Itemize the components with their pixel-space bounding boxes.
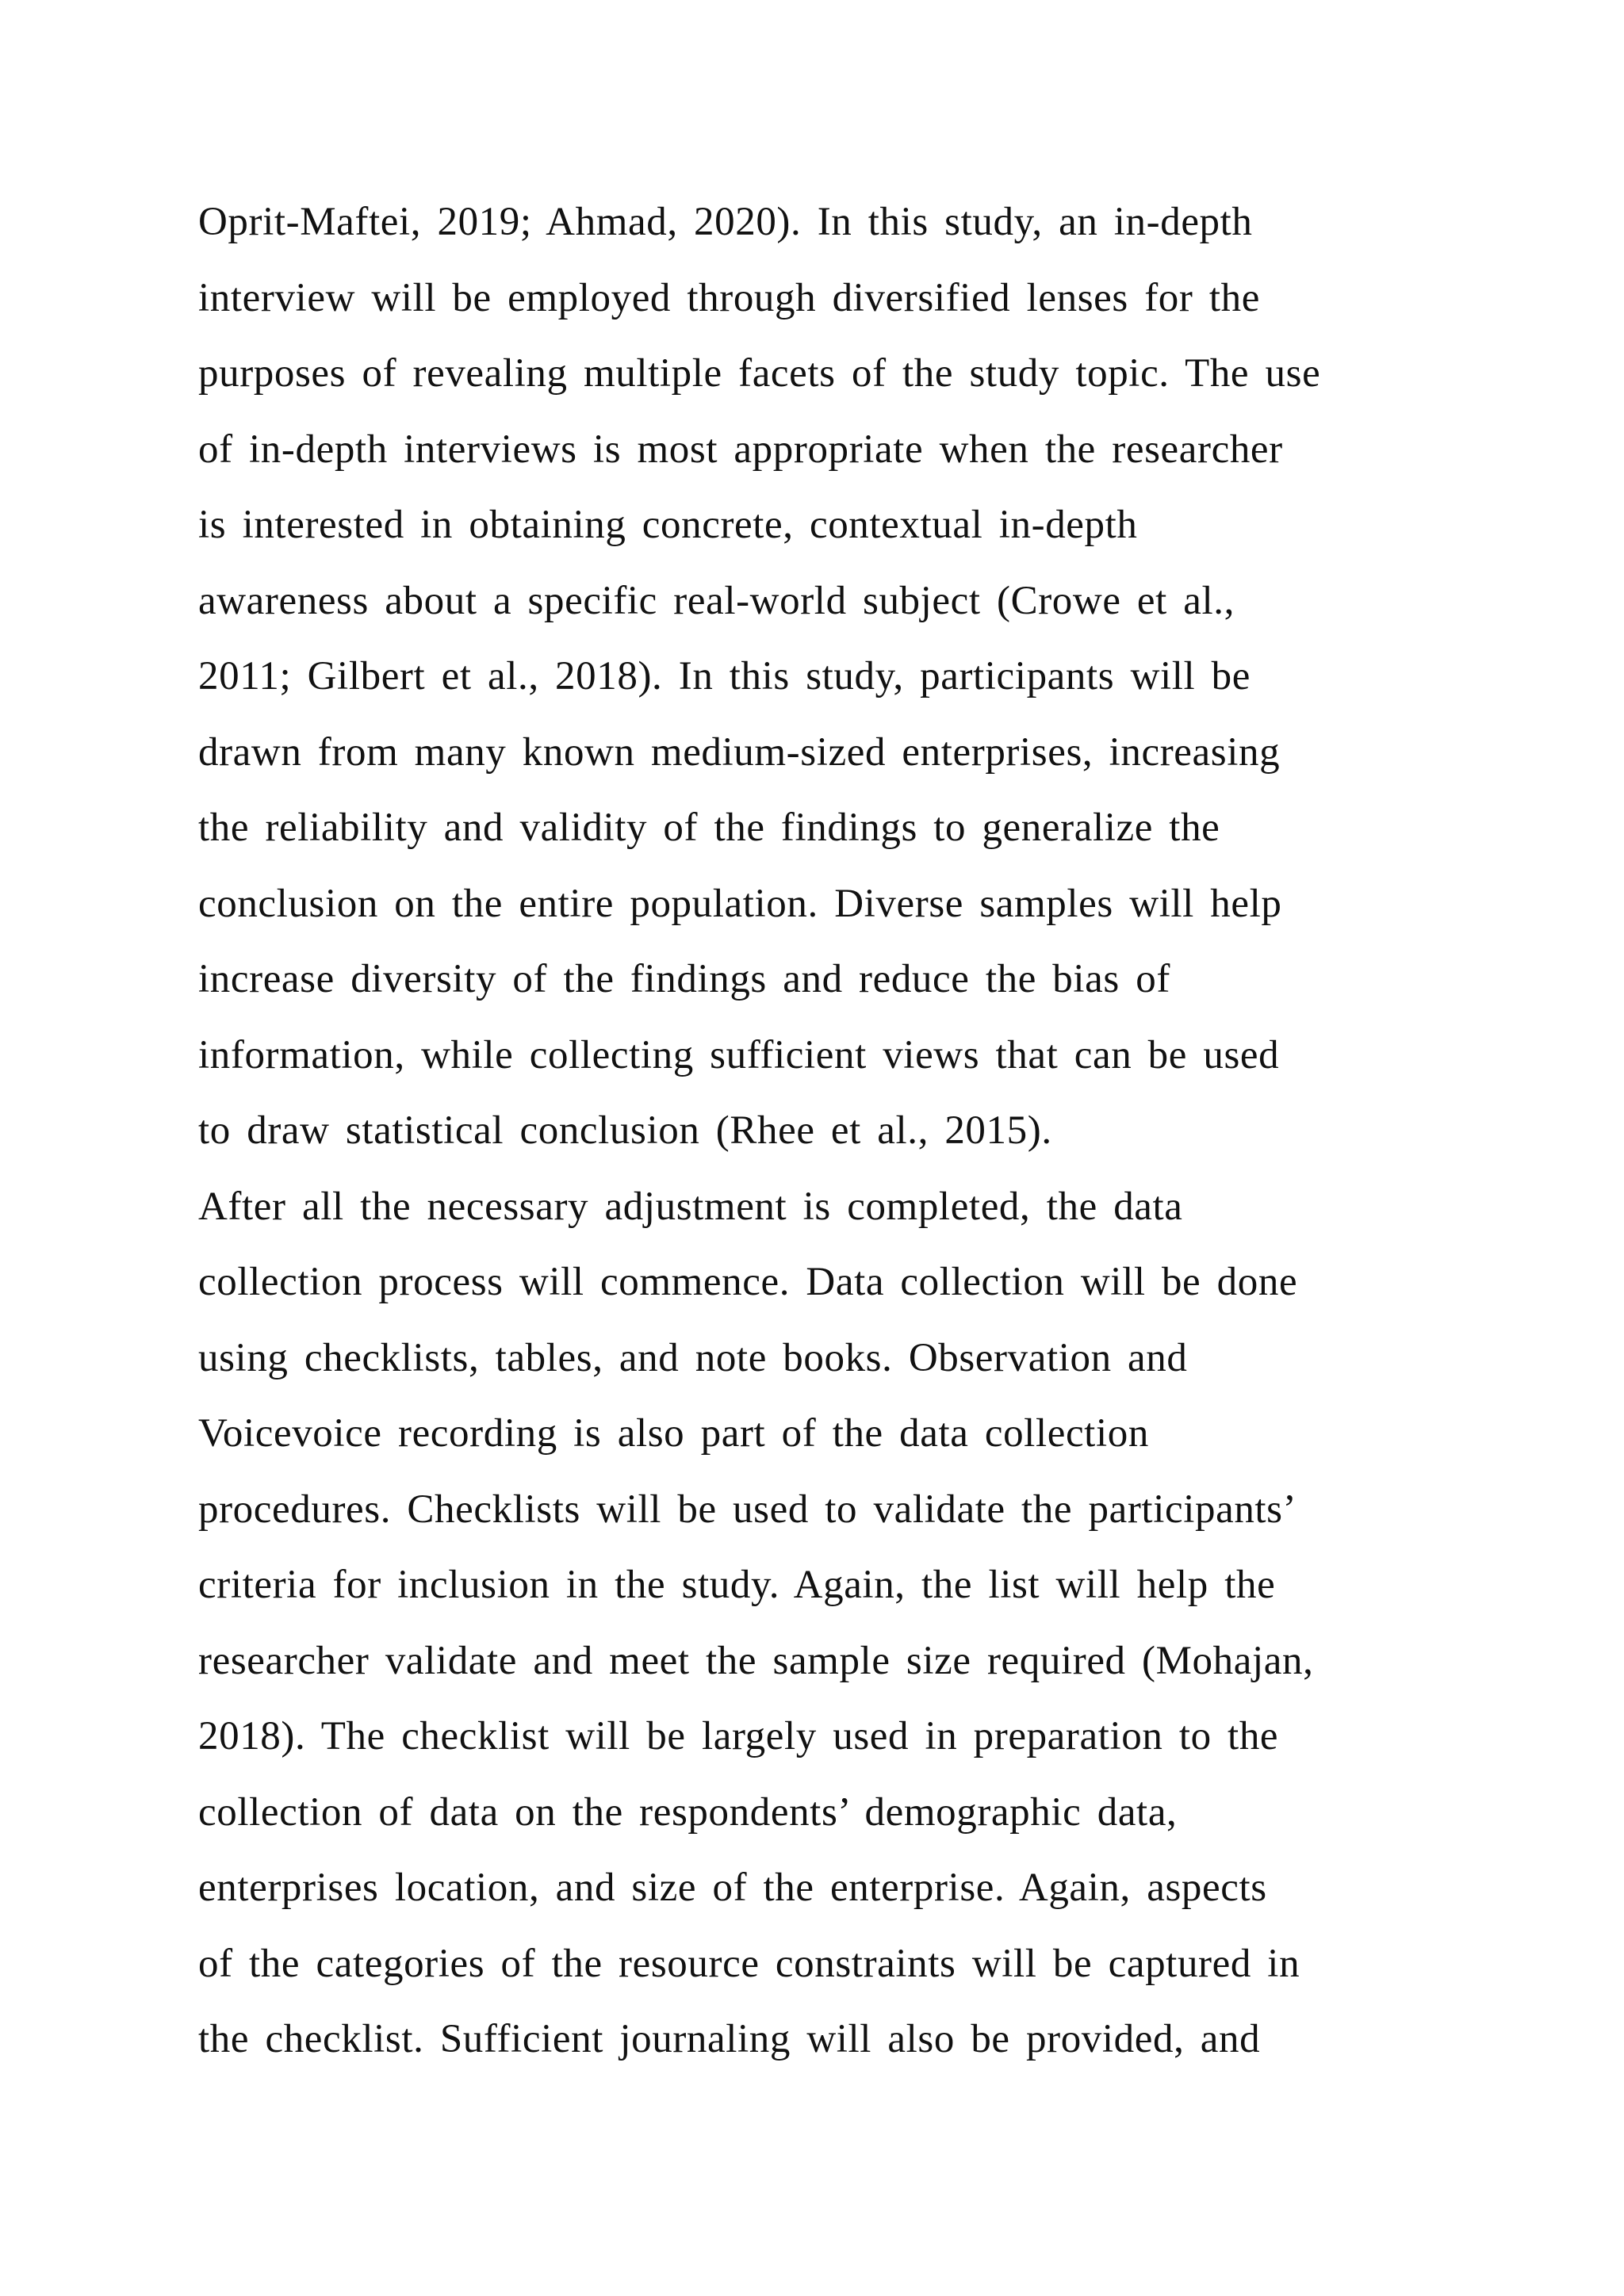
- body-text: [198, 193, 1515, 2087]
- text-line: conclusion on the entire population. Diverse samples will help: [198, 881, 1282, 926]
- text-line: using checklists, tables, and note books. Observation and: [198, 1335, 1188, 1380]
- text-line: Voicevoice recording is also part of the data collection: [198, 1411, 1149, 1456]
- text-line: collection process will commence. Data collection will be done: [198, 1260, 1298, 1304]
- text-line: to draw statistical conclusion (Rhee et al., 2015).: [198, 1108, 1052, 1153]
- text-line: interview will be employed through diversified lenses for the: [198, 275, 1260, 320]
- text-line: 2018). The checklist will be largely used in preparation to the: [198, 1714, 1279, 1758]
- text-line: the reliability and validity of the findings to generalize the: [198, 806, 1220, 850]
- text-line: information, while collecting sufficient views that can be used: [198, 1032, 1280, 1077]
- text-line: purposes of revealing multiple facets of the study topic. The use: [198, 351, 1321, 396]
- text-line: procedures. Checklists will be used to validate the participants’: [198, 1487, 1297, 1532]
- text-line: enterprises location, and size of the enterprise. Again, aspects: [198, 1866, 1267, 1910]
- text-line: collection of data on the respondents’ demographic data,: [198, 1789, 1178, 1835]
- text-line: 2011; Gilbert et al., 2018). In this study, participants will be: [198, 654, 1251, 698]
- text-line: of the categories of the resource constraints will be captured in: [198, 1941, 1300, 1986]
- text-line: After all the necessary adjustment is completed, the data: [198, 1184, 1183, 1229]
- text-line: researcher validate and meet the sample size required (Mohajan,: [198, 1638, 1314, 1683]
- text-line: awareness about a specific real-world subject (Crowe et al.,: [198, 578, 1235, 623]
- text-line: Oprit-Maftei, 2019; Ahmad, 2020). In this study, an in-depth: [198, 200, 1253, 244]
- text-line: the checklist. Sufficient journaling will also be provided, and: [198, 2017, 1261, 2061]
- text-line: is interested in obtaining concrete, contextual in-depth: [198, 503, 1138, 547]
- text-line: drawn from many known medium-sized enterprises, increasing: [198, 729, 1281, 775]
- text-line: of in-depth interviews is most appropriate when the researcher: [198, 427, 1283, 472]
- text-line: criteria for inclusion in the study. Again, the list will help the: [198, 1563, 1276, 1607]
- text-line: increase diversity of the findings and reduce the bias of: [198, 957, 1170, 1001]
